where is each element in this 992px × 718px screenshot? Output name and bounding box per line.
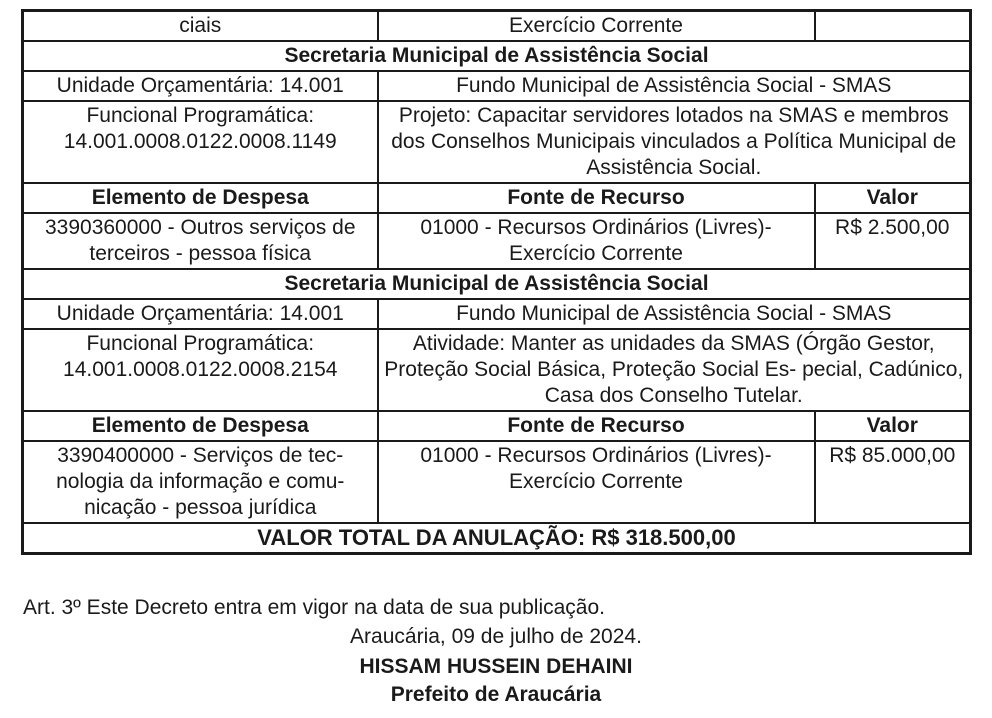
activity-description: Atividade: Manter as unidades da SMAS (Órgão Gestor, Proteção Social Básica, Proteção Social Es- pecial, Cadúnico, Casa dos Conselho Tutelar. [378, 329, 971, 411]
elemento-despesa: 3390400000 - Serviços de tec- nologia da informação e comu- nicação - pessoa jurídica [23, 441, 378, 523]
signature-block [0, 653, 992, 709]
table-row-unidade [23, 299, 971, 329]
table-row-funcional [23, 329, 971, 411]
header-valor: Valor [815, 411, 971, 441]
header-valor: Valor [815, 183, 971, 213]
elemento-despesa: 3390360000 - Outros serviços de terceiros - pessoa física [23, 213, 378, 269]
secretaria-heading: Secretaria Municipal de Assistência Social [23, 41, 971, 71]
table-row-funcional [23, 101, 971, 183]
article-3-text: Art. 3º Este Decreto entra em vigor na data de sua publicação. [23, 596, 605, 619]
total-annulment-value: VALOR TOTAL DA ANULAÇÃO: R$ 318.500,00 [23, 523, 971, 554]
header-elemento: Elemento de Despesa [23, 183, 378, 213]
signer-name: HISSAM HUSSEIN DEHAINI [359, 655, 633, 678]
valor: R$ 85.000,00 [815, 441, 971, 523]
signer-title: Prefeito de Araucária [390, 683, 602, 706]
valor: R$ 2.500,00 [815, 213, 971, 269]
header-elemento: Elemento de Despesa [23, 411, 378, 441]
project-description: Projeto: Capacitar servidores lotados na SMAS e membros dos Conselhos Municipais vinculados a Política Municipal de Assistência Social. [378, 101, 971, 183]
fundo-name: Fundo Municipal de Assistência Social - SMAS [378, 71, 971, 101]
header-fonte: Fonte de Recurso [378, 183, 815, 213]
cell-continuation-right [815, 11, 971, 42]
unidade-orcamentaria: Unidade Orçamentária: 14.001 [23, 71, 378, 101]
budget-annulment-table [21, 9, 972, 555]
fonte-recurso: 01000 - Recursos Ordinários (Livres)- Exercício Corrente [378, 441, 815, 523]
table-row-continuation [23, 11, 971, 42]
cell-continuation-left: ciais [23, 11, 378, 42]
cell-continuation-middle: Exercício Corrente [378, 11, 815, 42]
unidade-orcamentaria: Unidade Orçamentária: 14.001 [23, 299, 378, 329]
table-row-headers [23, 183, 971, 213]
table-row-secretaria [23, 41, 971, 71]
place-and-date: Araucária, 09 de julho de 2024. [350, 625, 642, 648]
header-fonte: Fonte de Recurso [378, 411, 815, 441]
table-row-expense [23, 213, 971, 269]
table-row-expense [23, 441, 971, 523]
funcional-programatica: Funcional Programática: 14.001.0008.0122.0008.2154 [23, 329, 378, 411]
secretaria-heading: Secretaria Municipal de Assistência Social [23, 269, 971, 299]
table-row-headers [23, 411, 971, 441]
fonte-recurso: 01000 - Recursos Ordinários (Livres)- Exercício Corrente [378, 213, 815, 269]
funcional-programatica: Funcional Programática: 14.001.0008.0122.0008.1149 [23, 101, 378, 183]
table-row-unidade [23, 71, 971, 101]
table-row-total [23, 523, 971, 554]
fundo-name: Fundo Municipal de Assistência Social - SMAS [378, 299, 971, 329]
table-row-secretaria [23, 269, 971, 299]
